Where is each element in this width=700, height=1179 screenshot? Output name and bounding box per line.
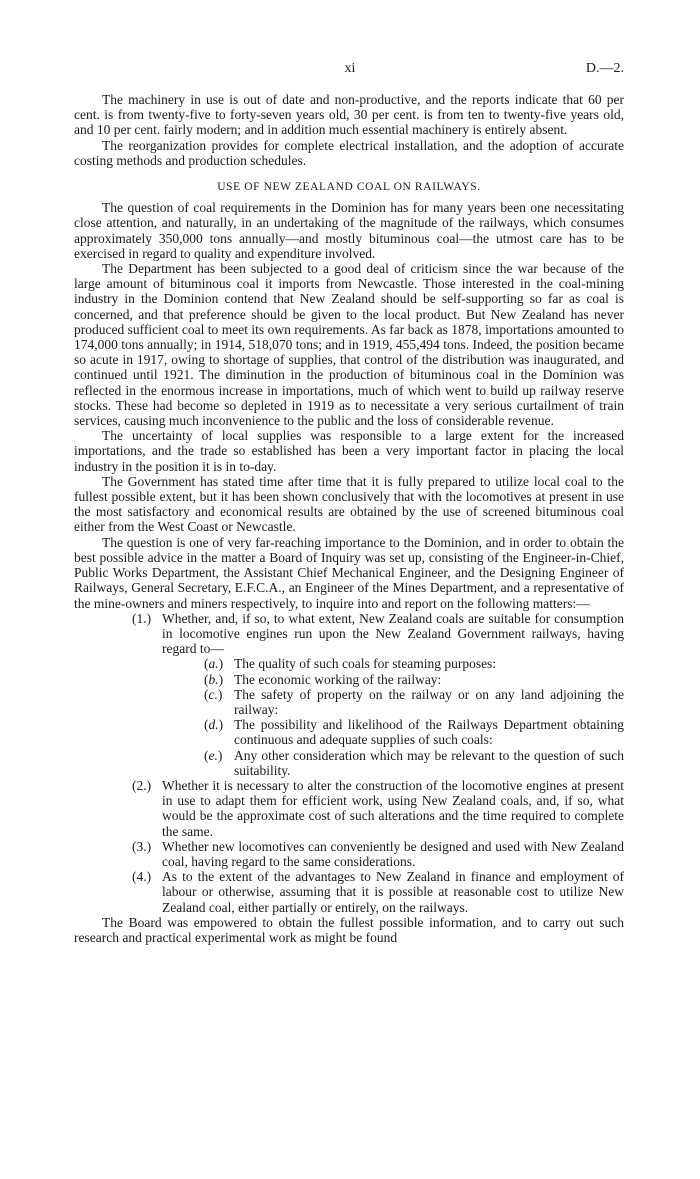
section-heading: USE OF NEW ZEALAND COAL ON RAILWAYS. [217,181,481,194]
matter-item-1 [74,611,624,657]
matter-number: (3.) [132,838,152,854]
sub-item-text: The quality of such coals for steaming purposes: [234,656,497,672]
paragraph-uncertainty: The uncertainty of local supplies was responsible to a large extent for the increased importations, and the trade so established has been a very important factor in placing the local industry in the position it is in to-day. [74,428,624,474]
sub-item-a [74,656,624,671]
matter-number: (1.) [132,610,152,626]
matter-text: Whether new locomotives can conveniently be designed and used with New Zealand coal, having regard to the same considerations. [162,838,624,869]
page-body [74,92,624,945]
sub-item-b [74,672,624,687]
matter-item-3 [74,839,624,869]
paragraph-coal-requirements: The question of coal requirements in the Dominion has for many years been one necessitating close attention, and naturally, in an undertaking of the magnitude of the railways, which consumes approximately 350,000 tons annually—and mostly bituminous coal—the utmost care has to be exercised in regard to quality and expenditure involved. [74,200,624,261]
page-header [0,61,700,79]
matter-item-2 [74,778,624,839]
matter-text: As to the extent of the advantages to New Zealand in finance and employment of labour or otherwise, assuming that it is possible at reasonable cost to utilize New Zealand coal, either partially or entirely, on the railways. [162,869,624,915]
paragraph-machinery: The machinery in use is out of date and non-productive, and the reports indicate that 60 per cent. is from twenty-five to forty-seven years old, 30 per cent. is from ten to twenty-five years old, and 10 per cent. fairly modern; and in addition much essential machinery is entirely absent. [74,92,624,138]
sub-item-text: The safety of property on the railway or on any land adjoining the railway: [234,686,624,717]
paragraph-criticism: The Department has been subjected to a good deal of criticism since the war because of the large amount of bituminous coal it imports from Newcastle. Those interested in the coal-mining industry in the Dominion contend that New Zealand should be self-supporting so far as coal is concerned, and that preference should be given to the local product. But New Zealand has never produced sufficient coal to meet its own requirements. As far back as 1878, importations amounted to 174,000 tons annually; in 1914, 518,070 tons; and in 1919, 455,494 tons. Indeed, the position became so acute in 1917, owing to shortage of supplies, that control of the distribution was inaugurated, and continued until 1921. The diminution in the production of bituminous coal in the Dominion was reflected in the enormous increase in importations, much of which went to build up railway reserve stocks. These had become so depleted in 1919 as to necessitate a very serious curtailment of train services, causing much inconvenience to the public and the loss of considerable revenue. [74,261,624,429]
sub-item-letter: (c.) [204,686,223,702]
paragraph-government: The Government has stated time after time that it is fully prepared to utilize local coal to the fullest possible extent, but it has been shown conclusively that with the locomotives at present in use the most satisfactory and economical results are obtained by the use of screened bituminous coal either from the West Coast or Newcastle. [74,473,624,535]
matter-text: Whether, and, if so, to what extent, New Zealand coals are suitable for consumption in locomotive engines run upon the New Zealand Government railways, having regard to— [162,610,624,657]
matter-text: Whether it is necessary to alter the construction of the locomotive engines at present in use to adapt them for efficient work, using New Zealand coals, and, if so, what would be the approximate cost of such alterations and the time required to complete the same. [162,777,624,839]
sub-item-text: The possibility and likelihood of the Railways Department obtaining continuous and adequate supplies of such coals: [234,717,624,748]
sub-item-d [74,717,624,747]
matter-number: (4.) [132,869,152,885]
matter-item-4 [74,869,624,915]
paragraph-board-of-inquiry: The question is one of very far-reaching importance to the Dominion, and in order to obtain the best possible advice in the matter a Board of Inquiry was set up, consisting of the Engineer-in-Chief, Public Works Department, the Assistant Chief Mechanical Engineer, and the Designing Engineer of Railways, General Secretary, E.F.C.A., an Engineer of the Mines Department, and a representative of the mine-owners and miners respectively, to inquire into and report on the following matters:— [74,534,624,611]
sub-item-text: The economic working of the railway: [234,671,442,687]
document-reference: D.—2. [585,61,624,76]
matter-number: (2.) [132,777,152,793]
sub-item-letter: (d.) [204,717,224,733]
sub-item-e [74,748,624,778]
paragraph-reorganization: The reorganization provides for complete electrical installation, and the adoption of accurate costing methods and production schedules. [74,137,624,168]
sub-item-c [74,687,624,717]
sub-item-text: Any other consideration which may be relevant to the question of such suitability. [234,747,624,778]
sub-item-letter: (a.) [204,656,224,672]
sub-item-letter: (b.) [204,671,224,687]
matters-list [74,611,624,915]
page-number: xi [344,61,356,76]
paragraph-board-empowered: The Board was empowered to obtain the fullest possible information, and to carry out such research and practical experimental work as might be found [74,914,624,945]
sub-item-letter: (e.) [204,747,223,763]
